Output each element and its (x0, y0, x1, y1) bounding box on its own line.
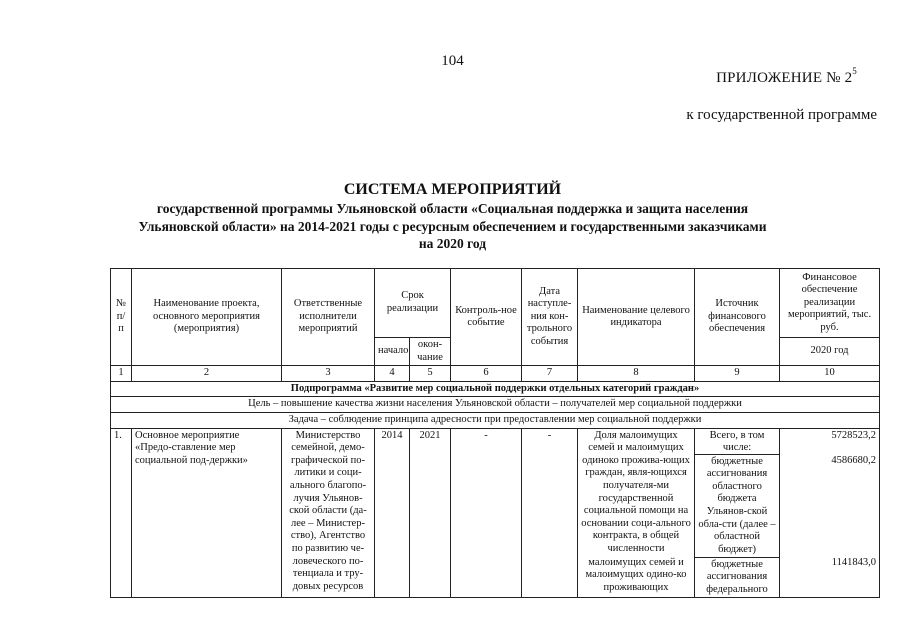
indicator-text-a: Доля малоимущих семей и малоимущих одиноко прожива-ющих граждан, явля-ющихся получателя-ми государственной социальной помощи на основании соци-ального контракта, в общей численности (581, 429, 691, 554)
col-number: 3 (282, 366, 375, 382)
source-regional: бюджетные ассигнования областного бюджета Ульянов-ской обла-сти (далее – областной бюджет) (695, 455, 779, 558)
appendix-label (716, 68, 857, 87)
row-executors: Министерство семейной, демо-графической по-литики и соци-ального благопо-лучия Ульянов-ской области (да-лее – Министер-ство), Агентство по развитию че-ловеческого по-тенциала и тру-довых ресурсов (282, 428, 375, 598)
subtitle-line-2: Ульяновской области» на 2014-2021 годы с ресурсным обеспечением и государственными заказчиками (138, 218, 767, 234)
col-number: 7 (522, 366, 578, 382)
header-period: Срок реализации (375, 269, 451, 338)
col-number: 8 (578, 366, 695, 382)
row-end: 2021 (410, 428, 451, 598)
appendix-subtitle: к государственной программе (686, 107, 877, 123)
document-title: СИСТЕМА МЕРОПРИЯТИЙ (343, 181, 562, 198)
col-number: 6 (451, 366, 522, 382)
row-amounts (780, 428, 880, 598)
col-number: 5 (410, 366, 451, 382)
header-num: № п/п (111, 269, 132, 366)
col-number: 1 (111, 366, 132, 382)
col-number: 9 (695, 366, 780, 382)
amount-total: 5728523,2 (831, 429, 877, 441)
header-control: Контроль-ное событие (451, 269, 522, 366)
document-subtitle (90, 200, 815, 253)
row-source (695, 428, 780, 598)
col-number: 2 (132, 366, 282, 382)
appendix-superscript: 5 (852, 66, 857, 76)
col-number: 4 (375, 366, 410, 382)
subtitle-line-1: государственной программы Ульяновской области «Социальная поддержка и защита населения (156, 201, 749, 216)
source-total: Всего, в том числе: (695, 429, 779, 455)
header-end: окон-чание (410, 338, 451, 366)
header-source: Источник финансового обеспечения (695, 269, 780, 366)
header-finance: Финансовое обеспечение реализации мероприятий, тыс. руб. (780, 269, 880, 338)
amount-regional: 4586680,2 (831, 454, 877, 466)
subprogram-heading: Подпрограмма «Развитие мер социальной поддержки отдельных категорий граждан» (111, 381, 880, 397)
header-date: Дата наступле-ния кон-трольного события (522, 269, 578, 366)
row-name: Основное мероприятие «Предо-ставление мер социальной под-держки» (132, 428, 282, 598)
header-year: 2020 год (780, 338, 880, 366)
header-executors: Ответственные исполнители мероприятий (282, 269, 375, 366)
row-indicator (578, 428, 695, 598)
goal-row: Цель – повышение качества жизни населения Ульяновской области – получателей мер социальной поддержки (111, 397, 880, 413)
amount-federal: 1141843,0 (831, 556, 877, 568)
row-control: - (451, 428, 522, 598)
appendix-text: ПРИЛОЖЕНИЕ № 2 (716, 70, 853, 86)
row-start: 2014 (375, 428, 410, 598)
header-indicator: Наименование целевого индикатора (578, 269, 695, 366)
page-number: 104 (441, 53, 464, 69)
column-number-row (111, 366, 880, 382)
indicator-text-b: малоимущих семей и малоимущих одино-ко проживающих (585, 556, 687, 593)
row-date: - (522, 428, 578, 598)
task-row: Задача – соблюдение принципа адресности при предоставлении мер социальной поддержки (111, 412, 880, 428)
row-num: 1. (111, 428, 132, 598)
subtitle-line-3: на 2020 год (418, 236, 487, 251)
header-start: начало (375, 338, 410, 366)
header-name: Наименование проекта, основного мероприятия (мероприятия) (132, 269, 282, 366)
source-federal: бюджетные ассигнования федерального (706, 558, 768, 595)
measures-table (110, 268, 880, 598)
table-row (111, 428, 880, 598)
col-number: 10 (780, 366, 880, 382)
